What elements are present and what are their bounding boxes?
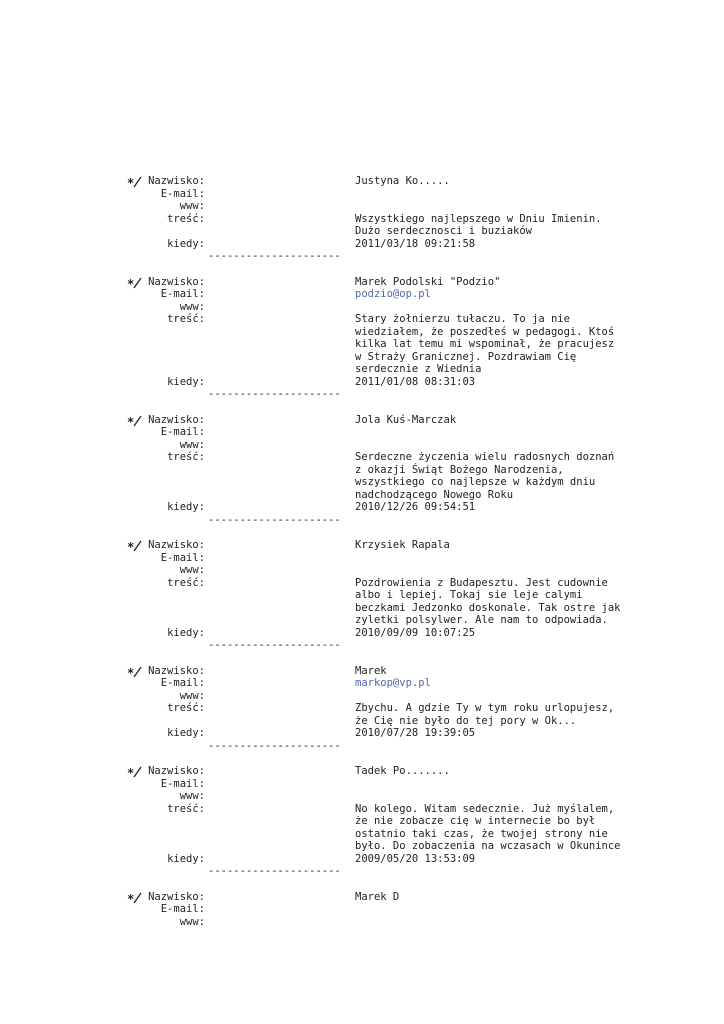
svg-text:*: *: [127, 766, 135, 778]
name-value: Krzysiek Rapala: [355, 539, 450, 551]
email-row: [0, 288, 724, 301]
message-line: albo i lepiej. Tokaj sie leje calymi: [355, 589, 583, 601]
content-block: [0, 313, 724, 376]
name-value: Tadek Po.......: [355, 765, 450, 777]
message-line: że Cię nie było do tej pory w Ok...: [355, 714, 577, 727]
name-value: Marek Podolski "Podzio": [355, 275, 501, 288]
guestbook-entries: [0, 175, 724, 941]
www-label: www:: [179, 790, 205, 802]
separator: [0, 514, 724, 527]
www-label: www:: [179, 564, 205, 576]
name-label: Nazwisko:: [148, 765, 205, 777]
name-label: Nazwisko:: [148, 175, 205, 187]
www-row: [0, 301, 724, 314]
separator-line: ---------------------: [208, 739, 341, 752]
content-label: treść:: [167, 313, 205, 325]
separator-line: ---------------------: [208, 513, 341, 526]
www-row: [0, 439, 724, 452]
email-label: E-mail:: [160, 551, 205, 564]
message-line: w Straży Granicznej. Pozdrawiam Cię: [355, 350, 577, 363]
name-row: [0, 175, 724, 188]
separator: [0, 250, 724, 263]
message-line: wiedziałem, że poszedłeś w pedagogi. Ktoś: [355, 325, 615, 338]
content-label: treść:: [167, 451, 205, 463]
www-row: [0, 790, 724, 803]
when-row: [0, 238, 724, 251]
www-label: www:: [179, 689, 205, 702]
content-label: treść:: [167, 802, 205, 815]
name-value: Marek D: [355, 890, 400, 903]
email-row: [0, 188, 724, 201]
message-line: nadchodzącego Nowego Roku: [355, 488, 514, 501]
when-value: 2010/09/09 10:07:25: [355, 626, 476, 639]
content-label: treść:: [167, 702, 205, 714]
content-block: [0, 213, 724, 238]
name-value: Justyna Ko.....: [355, 175, 450, 187]
message-line: że nie zobacze cię w internecie bo był: [355, 815, 596, 827]
email-row: [0, 677, 724, 690]
separator-line: ---------------------: [208, 388, 341, 400]
message-text: [355, 451, 655, 501]
email-row: [0, 903, 724, 916]
guestbook-entry: [0, 414, 724, 540]
svg-text:*: *: [127, 414, 135, 427]
guestbook-entry: [0, 539, 724, 665]
content-block: [0, 451, 724, 501]
www-label: www:: [179, 200, 205, 212]
message-line: kilka lat temu mi wspominał, że pracujesz: [355, 338, 615, 350]
name-row: [0, 539, 724, 552]
name-row: [0, 891, 724, 904]
when-row: [0, 501, 724, 514]
content-block: [0, 702, 724, 727]
when-label: kiedy:: [167, 375, 205, 388]
message-line: zyletki polsylwer. Ale nam to odpowiada.: [355, 614, 608, 626]
guestbook-entry: [0, 891, 724, 942]
email-row: [0, 552, 724, 565]
message-text: [355, 702, 655, 727]
guestbook-entry: [0, 276, 724, 414]
when-row: [0, 376, 724, 389]
name-label: Nazwisko:: [148, 890, 205, 903]
name-label: Nazwisko:: [148, 413, 205, 426]
name-value: Jola Kuś-Marczak: [355, 413, 457, 426]
svg-text:*: *: [127, 891, 135, 904]
name-label: Nazwisko:: [148, 275, 205, 288]
message-text: [355, 803, 655, 853]
email-row: [0, 426, 724, 439]
separator: [0, 388, 724, 401]
name-value: Marek: [355, 664, 387, 677]
message-text: [355, 577, 655, 627]
message-line: było. Do zobaczenia na wczasach w Okunince: [355, 840, 621, 852]
message-line: wszystkiego co najlepsze w każdym dniu: [355, 476, 596, 488]
separator: [0, 740, 724, 753]
name-row: [0, 665, 724, 678]
name-row: [0, 765, 724, 778]
message-line: Pozdrowienia z Budapesztu. Jest cudownie: [355, 576, 608, 589]
name-row: [0, 276, 724, 289]
separator: [0, 639, 724, 652]
name-label: Nazwisko:: [148, 539, 205, 551]
svg-text:*: *: [127, 176, 135, 188]
separator-line: ---------------------: [208, 250, 341, 262]
message-line: Serdeczne życzenia wielu radosnych doznań: [355, 451, 615, 463]
content-block: [0, 577, 724, 627]
when-value: 2009/05/20 13:53:09: [355, 852, 476, 865]
email-label: E-mail:: [160, 677, 205, 689]
svg-text:*: *: [127, 540, 135, 552]
when-label: kiedy:: [167, 237, 205, 250]
when-row: [0, 853, 724, 866]
message-line: Zbychu. A gdzie Ty w tym roku urlopujesz,: [355, 702, 615, 714]
svg-text:*: *: [127, 665, 135, 678]
message-text: [355, 313, 655, 376]
www-row: [0, 564, 724, 577]
when-value: 2010/07/28 19:39:05: [355, 727, 476, 739]
guestbook-entry: [0, 665, 724, 766]
svg-text:*: *: [127, 276, 135, 289]
message-text: [355, 213, 655, 238]
message-line: serdecznie z Wiednia: [355, 363, 482, 375]
when-row: [0, 627, 724, 640]
when-label: kiedy:: [167, 727, 205, 739]
email-label: E-mail:: [160, 187, 205, 200]
www-label: www:: [179, 915, 205, 928]
when-value: 2011/01/08 08:31:03: [355, 375, 476, 388]
email-label: E-mail:: [160, 288, 205, 300]
guestbook-entry: [0, 765, 724, 891]
separator-line: ---------------------: [208, 639, 341, 651]
email-row: [0, 778, 724, 791]
content-label: treść:: [167, 212, 205, 225]
message-line: Wszystkiego najlepszego w Dniu Imienin.: [355, 212, 602, 225]
www-label: www:: [179, 300, 205, 313]
message-line: No kolego. Witam sedecznie. Już myślalem,: [355, 802, 615, 815]
email-label: E-mail:: [160, 426, 205, 438]
message-line: ostatnio taki czas, że twojej strony nie: [355, 827, 608, 840]
when-label: kiedy:: [167, 852, 205, 865]
when-value: 2011/03/18 09:21:58: [355, 237, 476, 250]
separator-line: ---------------------: [208, 865, 341, 877]
www-row: [0, 690, 724, 703]
when-row: [0, 727, 724, 740]
email-link[interactable]: podzio@op.pl: [355, 288, 431, 300]
content-label: treść:: [167, 576, 205, 589]
message-line: beczkami Jedzonko doskonale. Tak ostre jak: [355, 601, 621, 614]
guestbook-entry: [0, 175, 724, 276]
www-label: www:: [179, 438, 205, 451]
message-line: z okazji Świąt Bożego Narodzenia,: [355, 463, 564, 476]
message-line: Stary żołnierzu tułaczu. To ja nie: [355, 313, 570, 325]
email-label: E-mail:: [160, 777, 205, 790]
www-row: [0, 200, 724, 213]
when-label: kiedy:: [167, 626, 205, 639]
separator: [0, 865, 724, 878]
email-label: E-mail:: [160, 903, 205, 915]
name-row: [0, 414, 724, 427]
when-value: 2010/12/26 09:54:51: [355, 501, 476, 513]
content-block: [0, 803, 724, 853]
www-row: [0, 916, 724, 929]
when-label: kiedy:: [167, 501, 205, 513]
email-link[interactable]: markop@vp.pl: [355, 677, 431, 689]
message-line: Dużo serdecznosci i buziaków: [355, 225, 533, 237]
name-label: Nazwisko:: [148, 664, 205, 677]
